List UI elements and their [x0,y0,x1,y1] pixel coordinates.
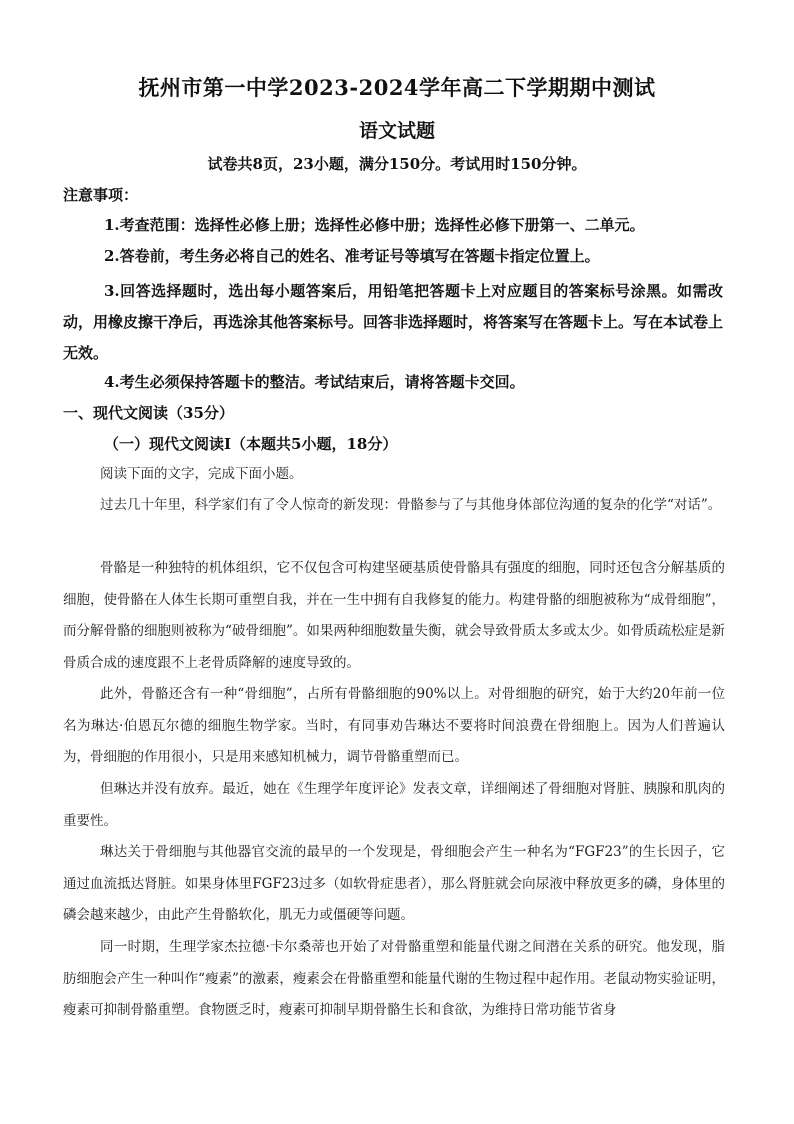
passage-paragraph: 此外，骨骼还含有一种“骨细胞”，占所有骨骼细胞的90%以上。对骨细胞的研究，始于大约20年前一位名为琳达·伯恩瓦尔德的细胞生物学家。当时，有同事劝告琳达不要将时间浪费在骨细胞上。因为人们普遍认为，骨细胞的作用很小，只是用来感知机械力，调节骨骼重塑而已。 [63,686,725,765]
passage-paragraph: 琳达关于骨细胞与其他器官交流的最早的一个发现是，骨细胞会产生一种名为“FGF23”的生长因子，它通过血流抵达肾脏。如果身体里FGF23过多（如软骨症患者），那么肾脏就会向尿液中释放更多的磷，身体里的磷会越来越少，由此产生骨骼软化，肌无力或僵硬等问题。 [63,844,725,923]
note-item: 1.考查范围：选择性必修上册；选择性必修中册；选择性必修下册第一、二单元。 [104,216,645,234]
note-item: 4.考生必须保持答题卡的整洁。考试结束后，请将答题卡交回。 [104,373,525,391]
exam-subject: 语文试题 [358,120,435,142]
passage-paragraph: 同一时期，生理学家杰拉德·卡尔桑蒂也开始了对骨骼重塑和能量代谢之间潜在关系的研究。他发现，脂肪细胞会产生一种叫作“瘦素”的激素，瘦素会在骨骼重塑和能量代谢的生物过程中起作用。老鼠动物实验证明，瘦素可抑制骨骼重塑。食物匮乏时，瘦素可抑制早期骨骼生长和食欲，为维持日常功能节省身 [63,939,725,1018]
note-item: 3.回答选择题时，选出每小题答案后，用铅笔把答题卡上对应题目的答案标号涂黑。如需改动，用橡皮擦干净后，再选涂其他答案标号。回答非选择题时，将答案写在答题卡上。写在本试卷上无效。 [63,282,724,362]
passage-paragraph: 但琳达并没有放弃。最近，她在《生理学年度评论》发表文章，详细阐述了骨细胞对肾脏、胰腺和肌肉的重要性。 [63,781,725,829]
notes-heading: 注意事项： [63,186,139,204]
exam-info: 试卷共8页，23小题，满分150分。考试用时150分钟。 [207,155,587,173]
subsection-heading: （一）现代文阅读Ⅰ（本题共5小题，18分） [104,435,398,453]
section-heading: 一、现代文阅读（35分） [63,404,234,422]
note-item: 2.答卷前，考生务必将自己的姓名、准考证号等填写在答题卡指定位置上。 [104,247,600,265]
passage-paragraph: 骨骼是一种独特的机体组织，它不仅包含可构建坚硬基质使骨骼具有强度的细胞，同时还包含分解基质的细胞，使骨骼在人体生长期可重塑自我，并在一生中拥有自我修复的能力。构建骨骼的细胞被称为“成骨细胞”，而分解骨骼的细胞则被称为“破骨细胞”。如果两种细胞数量失衡，就会导致骨质太多或太少。如骨质疏松症是新骨质合成的速度跟不上老骨质降解的速度导致的。 [63,560,725,671]
exam-title: 抚州市第一中学2023-2024学年高二下学期期中测试 [138,75,656,100]
reading-instruction: 阅读下面的文字，完成下面小题。 [100,466,303,482]
passage-paragraph: 过去几十年里，科学家们有了令人惊奇的新发现：骨骼参与了与其他身体部位沟通的复杂的化学“对话”。 [100,497,722,513]
